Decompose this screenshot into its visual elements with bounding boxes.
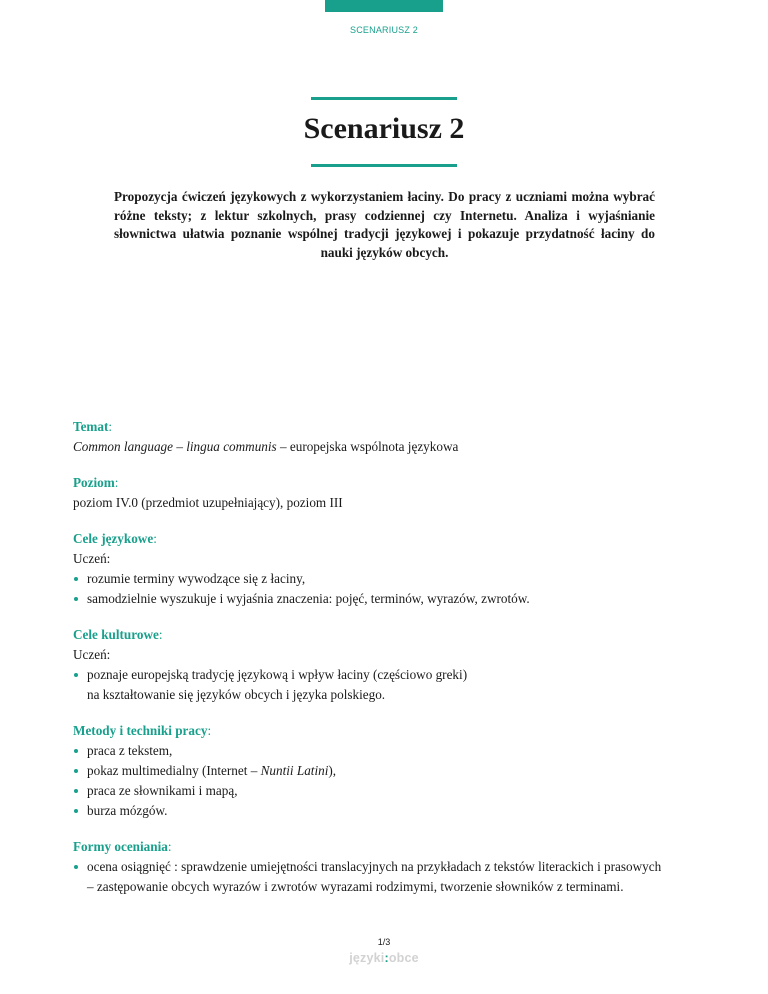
nuntii-latini-title: Nuntii Latini	[260, 763, 329, 778]
section-temat	[73, 417, 713, 457]
list-item: samodzielnie wyszukuje i wyjaśnia znaczenia: pojęć, terminów, wyrazów, zwrotów.	[73, 589, 713, 609]
page-number: 1/3	[377, 937, 391, 947]
cele-jezykowe-list	[73, 569, 713, 609]
list-item: ocena osiągnięć : sprawdzenie umiejętności translacyjnych na przykładach z tekstów literackich i prasowych – zastępowanie obcych wyrazów i zwrotów wyrazami rodzimymi, tworzenie słowników z terminami.	[73, 857, 713, 897]
temat-latin-phrase: lingua communis	[186, 439, 277, 454]
publisher-logo: języki:obce	[349, 951, 419, 965]
section-metody	[73, 721, 713, 821]
cele-jezykowe-intro: Uczeń:	[73, 551, 111, 566]
section-label-temat: Temat:	[73, 419, 113, 434]
list-item: rozumie terminy wywodzące się z łaciny,	[73, 569, 713, 589]
section-label-cele-jezykowe: Cele językowe:	[73, 531, 157, 546]
list-item: poznaje europejską tradycję językową i wpływ łaciny (częściowo greki) na kształtowanie się języków obcych i języka polskiego.	[73, 665, 713, 705]
temat-english-phrase: Common language	[73, 439, 174, 454]
cele-kulturowe-intro: Uczeń:	[73, 647, 111, 662]
list-item: pokaz multimedialny (Internet – Nuntii Latini),	[73, 761, 713, 781]
poziom-text: poziom IV.0 (przedmiot uzupełniający), poziom III	[73, 495, 343, 510]
title-rule-bottom	[311, 164, 457, 167]
metody-list	[73, 741, 713, 821]
list-item: praca z tekstem,	[73, 741, 713, 761]
section-cele-kulturowe	[73, 625, 713, 705]
title-rule-top	[311, 97, 457, 100]
section-formy-oceniania	[73, 837, 713, 897]
top-accent-tab	[325, 0, 443, 12]
intro-paragraph: Propozycja ćwiczeń językowych z wykorzystaniem łaciny. Do pracy z uczniami można wybrać różne teksty; z lektur szkolnych, prasy codziennej czy Internetu. Analiza i wyjaśnianie słownictwa ułatwia poznanie wspólnej tradycji językowej i pokazuje przydatność łaciny do nauki języków obcych.	[114, 189, 655, 260]
scenario-content	[73, 417, 713, 913]
section-cele-jezykowe	[73, 529, 713, 609]
page-title: Scenariusz 2	[303, 112, 465, 145]
section-label-formy-oceniania: Formy oceniania:	[73, 839, 172, 854]
list-item: praca ze słownikami i mapą,	[73, 781, 713, 801]
temat-text: Common language – lingua communis – europejska wspólnota językowa	[73, 439, 459, 454]
cele-kulturowe-list	[73, 665, 713, 705]
formy-oceniania-list	[73, 857, 713, 897]
running-header: SCENARIUSZ 2	[350, 25, 418, 35]
section-poziom	[73, 473, 713, 513]
section-label-cele-kulturowe: Cele kulturowe:	[73, 627, 163, 642]
section-label-metody: Metody i techniki pracy:	[73, 723, 212, 738]
section-label-poziom: Poziom:	[73, 475, 119, 490]
list-item: burza mózgów.	[73, 801, 713, 821]
